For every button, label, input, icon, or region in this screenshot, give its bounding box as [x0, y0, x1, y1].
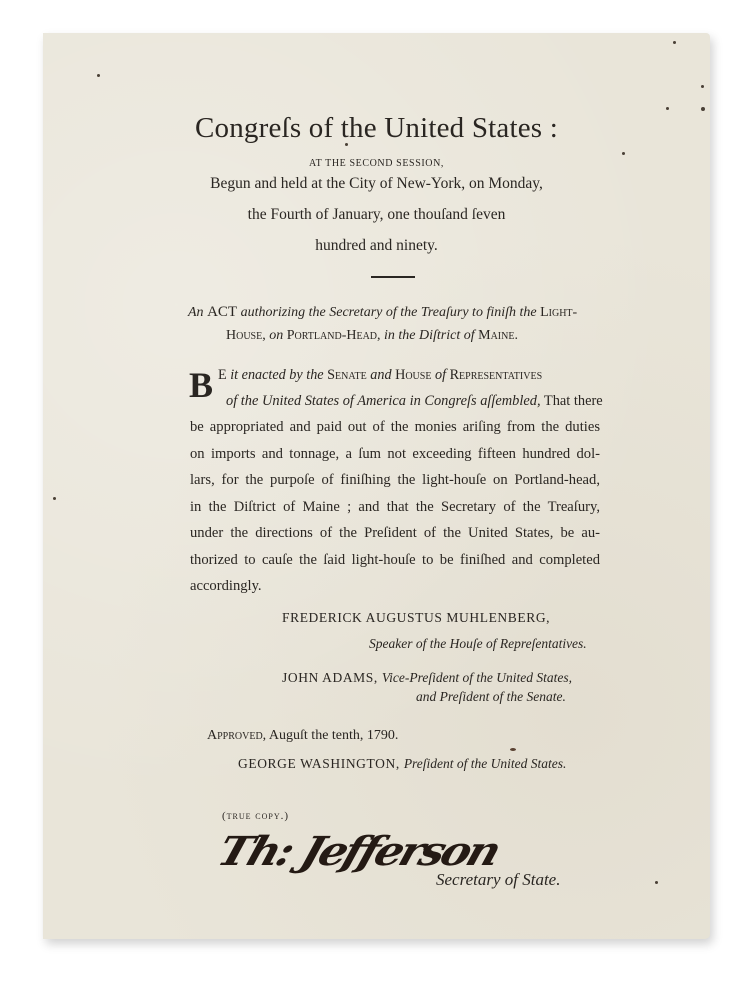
approved-date: Auguſt the tenth, 1790. [268, 728, 399, 743]
body-line-2 [226, 393, 603, 410]
act-maine: Maine. [478, 328, 518, 343]
act-title-line-1 [188, 304, 577, 321]
begun-line-3: hundred and ninety. [315, 237, 438, 254]
begun-line-2: the Fourth of January, one thouſand ſeven [247, 206, 506, 223]
body-line-5: lars, for the purpoſe of finiſhing the light-houſe on Portland-head, [190, 472, 600, 488]
act-lighthouse: Light- [540, 305, 578, 320]
act-district: in the Diſtrict of [384, 328, 475, 343]
begun-line-1: Begun and held at the City of New-York, on Monday, [210, 175, 543, 192]
washington-line [238, 755, 566, 773]
act-house: House, [226, 328, 266, 343]
approved-label: Approved, [207, 728, 267, 743]
body-assembled: of the United States of America in Congreſs aſſembled, [226, 393, 541, 409]
body-line-6: in the Diſtrict of Maine ; and that the Secretary of the Treaſury, [190, 499, 600, 515]
section-divider [371, 276, 415, 278]
approved-line [207, 728, 398, 744]
paper-speck [53, 497, 56, 500]
true-copy: (true copy.) [222, 810, 290, 822]
drop-cap: B [189, 365, 214, 405]
body-house: House [395, 367, 432, 383]
paper-speck [97, 74, 100, 77]
body-that-there: That there [543, 393, 603, 409]
body-representatives: Representatives [449, 367, 543, 383]
act-word: ACT [207, 304, 238, 320]
paper-speck [622, 152, 625, 155]
washington-title: Preſident of the United States. [403, 756, 567, 771]
paper-speck [701, 85, 704, 88]
body-enacted: it enacted by the [230, 367, 324, 383]
act-description: authorizing the Secretary of the Treaſury to finiſh the [240, 305, 537, 320]
body-line-7: under the directions of the Preſident of the United States, be au- [190, 525, 600, 541]
paper-speck [510, 748, 516, 751]
act-portland-head: Portland-Head, [286, 328, 381, 343]
adams-title-2: and Preſident of the Senate. [416, 689, 566, 704]
body-line-4: on imports and tonnage, a ſum not exceeding fifteen hundred dol- [190, 446, 600, 462]
body-e: E [218, 367, 227, 383]
session-line: AT THE SECOND SESSION, [308, 158, 445, 169]
secretary-title: Secretary of State. [436, 870, 561, 889]
paper-speck [673, 41, 676, 44]
body-line-9: accordingly. [190, 578, 262, 594]
body-line-3: be appropriated and paid out of the monies ariſing from the duties [190, 419, 600, 435]
body-senate: Senate [327, 367, 367, 383]
body-and: and [370, 367, 392, 383]
washington-name: GEORGE WASHINGTON, [238, 756, 400, 771]
document-title: Congreſs of the United States : [194, 112, 558, 144]
act-title-line-2 [226, 328, 518, 344]
paper-speck [666, 107, 669, 110]
jefferson-signature: Th: Jefferson [211, 828, 505, 875]
act-an: An [188, 305, 204, 320]
body-of: of [434, 367, 447, 383]
adams-name: JOHN ADAMS, [282, 670, 378, 685]
muhlenberg-name: FREDERICK AUGUSTUS MUHLENBERG, [282, 610, 551, 625]
body-line-8: thorized to cauſe the ſaid light-houſe to be finiſhed and completed [190, 552, 600, 568]
paper-speck [655, 881, 658, 884]
adams-line [282, 669, 572, 687]
body-line-1 [218, 367, 542, 384]
act-on: on [269, 328, 284, 343]
muhlenberg-title: Speaker of the Houſe of Repreſentatives. [369, 636, 587, 651]
adams-title: Vice-Preſident of the United States, [381, 670, 572, 685]
paper-speck [701, 107, 705, 111]
